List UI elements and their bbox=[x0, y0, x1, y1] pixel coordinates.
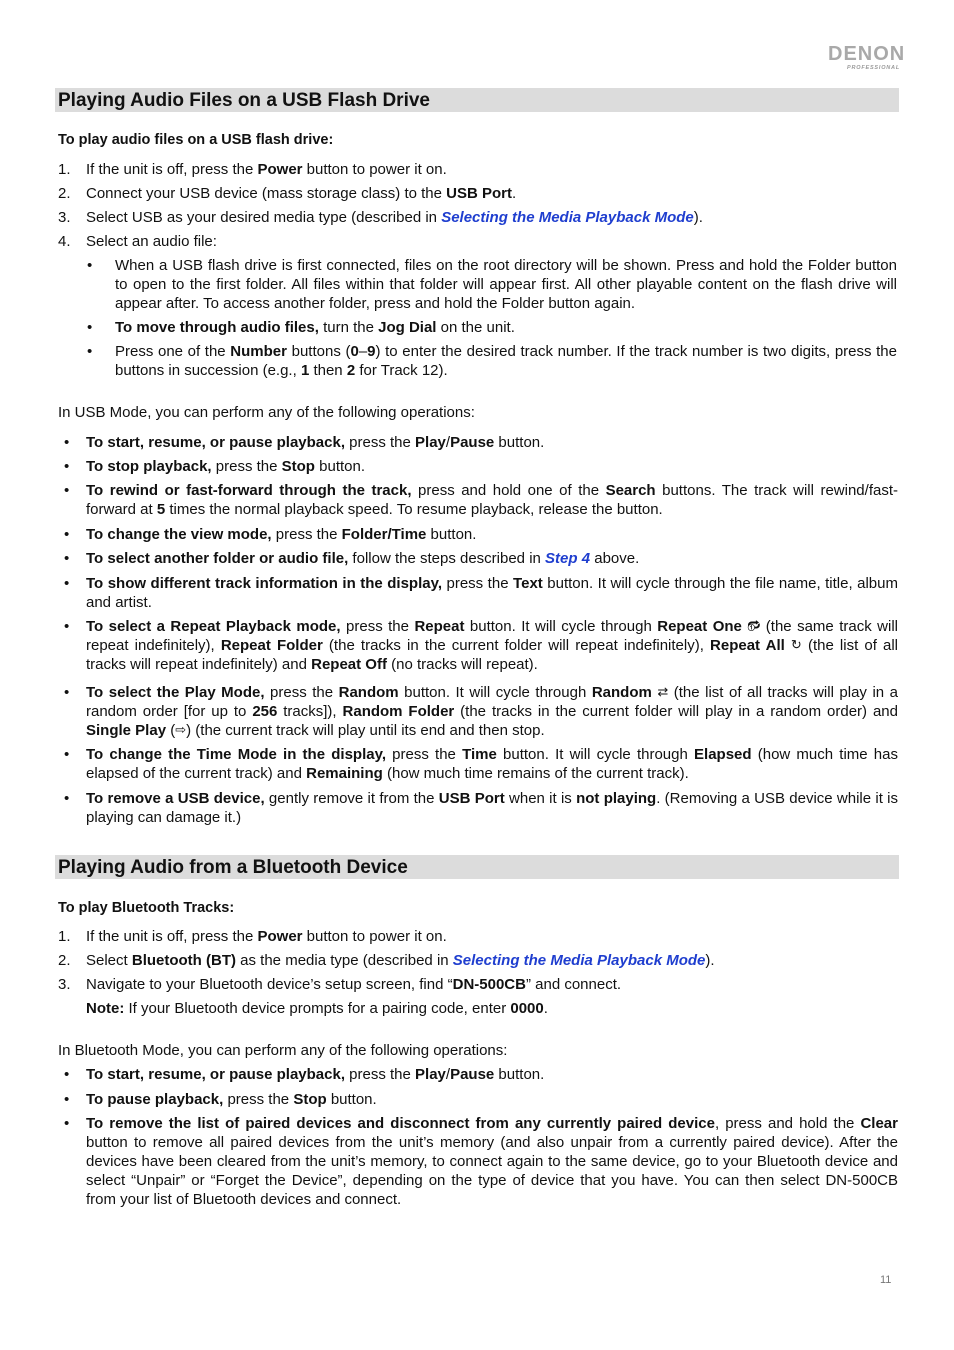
usb-op-repeat: • To select a Repeat Playback mode, press the Repeat button. It will cycle through Repeat One 🔂︎ (the same track will repeat indefinitely), Repeat Folder (the tracks in the current folder will repeat indefinitely), Repeat All ↻ (the list of all tracks will repeat indefinitely) and Repeat Off (no tracks will repeat). bbox=[64, 618, 899, 673]
bt-step-3: 3. Navigate to your Bluetooth device’s setup screen, find “DN-500CB” and connect. bbox=[58, 976, 622, 993]
usb-step-1: 1. If the unit is off, press the Power button to power it on. bbox=[58, 161, 447, 178]
bt-op-pause: • To pause playback, press the Stop button. bbox=[64, 1091, 377, 1108]
bt-subheading: To play Bluetooth Tracks: bbox=[58, 900, 235, 916]
repeat-one-icon: 🔂︎ bbox=[747, 618, 761, 633]
denon-logo bbox=[828, 43, 906, 72]
single-play-icon: ⇨ bbox=[175, 722, 187, 737]
usb-op-playmode: • To select the Play Mode, press the Random button. It will cycle through Random ⇄ (the list of all tracks will play in a random order [for up to 256 tracks]), Random Folder (the tracks in the current folder will play in a random order) and Single Play (⇨) (the current track will play until its end and then stop. bbox=[64, 684, 898, 739]
link-step-4[interactable]: Step 4 bbox=[545, 550, 591, 567]
usb-op-stop: • To stop playback, press the Stop button. bbox=[64, 458, 366, 475]
usb-section-header bbox=[55, 88, 899, 112]
usb-step-4: 4. Select an audio file: bbox=[58, 233, 217, 250]
bt-section-header bbox=[55, 855, 899, 879]
usb-op-search: • To rewind or fast-forward through the track, press and hold one of the Search buttons. The track will rewind/fast-forward at 5 times the normal playback speed. To resume playback, release the button. bbox=[64, 482, 898, 518]
bt-op-play: • To start, resume, or pause playback, press the Play/Pause button. bbox=[64, 1066, 545, 1083]
bt-op-clear: • To remove the list of paired devices and disconnect from any currently paired device, press and hold the Clear button to remove all paired devices from the unit’s memory (and also unpair from a currently paired device). After the devices have been cleared from the unit’s memory, to connect again to the same device, go to your Bluetooth device and select “Unpair” or “Forget the Device”, depending on the type of device that you have. You can then select DN-500CB from your list of Bluetooth devices and connect. bbox=[64, 1115, 898, 1208]
random-icon: ⇄ bbox=[657, 684, 669, 699]
usb-op-play: • To start, resume, or pause playback, press the Play/Pause button. bbox=[64, 434, 545, 451]
page-number: 11 bbox=[880, 1274, 892, 1286]
bt-section-title: Playing Audio from a Bluetooth Device bbox=[58, 857, 408, 878]
bt-step-2: 2. Select Bluetooth (BT) as the media type (described in Selecting the Media Playback Mode). bbox=[58, 952, 715, 969]
repeat-all-icon: ↻ bbox=[790, 637, 802, 652]
usb-op-folder: • To select another folder or audio file, follow the steps described in Step 4 above. bbox=[64, 550, 640, 567]
usb-step-3: 3. Select USB as your desired media type (described in Selecting the Media Playback Mode). bbox=[58, 209, 703, 226]
usb-section-title: Playing Audio Files on a USB Flash Drive bbox=[58, 90, 430, 111]
usb-op-text: • To show different track information in the display, press the Text button. It will cycle through the file name, title, album and artist. bbox=[64, 575, 898, 611]
link-selecting-media-mode[interactable]: Selecting the Media Playback Mode bbox=[441, 209, 694, 226]
usb-op-view: • To change the view mode, press the Folder/Time button. bbox=[64, 526, 477, 543]
usb-subheading: To play audio files on a USB flash drive: bbox=[58, 132, 334, 148]
step4-bullet-3: • Press one of the Number buttons (0–9) to enter the desired track number. If the track number is two digits, press the buttons in succession (e.g., 1 then 2 for Track 12). bbox=[87, 343, 897, 379]
usb-intro: In USB Mode, you can perform any of the following operations: bbox=[58, 404, 475, 421]
logo-sub: PROFESSIONAL bbox=[847, 65, 900, 71]
bt-note: Note: If your Bluetooth device prompts for a pairing code, enter 0000. bbox=[86, 1000, 548, 1017]
usb-op-time: • To change the Time Mode in the display, press the Time button. It will cycle through Elapsed (how much time has elapsed of the current track) and Remaining (how much time remains of the current track). bbox=[64, 746, 898, 782]
logo-brand: DENON bbox=[828, 43, 906, 65]
usb-step-2: 2. Connect your USB device (mass storage class) to the USB Port. bbox=[58, 185, 517, 202]
bt-step-1: 1. If the unit is off, press the Power button to power it on. bbox=[58, 928, 447, 945]
bt-intro: In Bluetooth Mode, you can perform any of the following operations: bbox=[58, 1042, 508, 1059]
step4-bullet-1: • When a USB flash drive is first connected, files on the root directory will be shown. Press and hold the Folder button to open to the first folder. All files within that folder will appear first. All other playable content on the flash drive will appear after. To access another folder, press and hold the Folder button again. bbox=[87, 257, 897, 312]
link-selecting-media-mode-bt[interactable]: Selecting the Media Playback Mode bbox=[452, 952, 706, 969]
step4-bullet-2: • To move through audio files, turn the Jog Dial on the unit. bbox=[87, 319, 515, 336]
usb-op-remove: • To remove a USB device, gently remove it from the USB Port when it is not playing. (Removing a USB device while it is playing can damage it.) bbox=[64, 790, 898, 826]
